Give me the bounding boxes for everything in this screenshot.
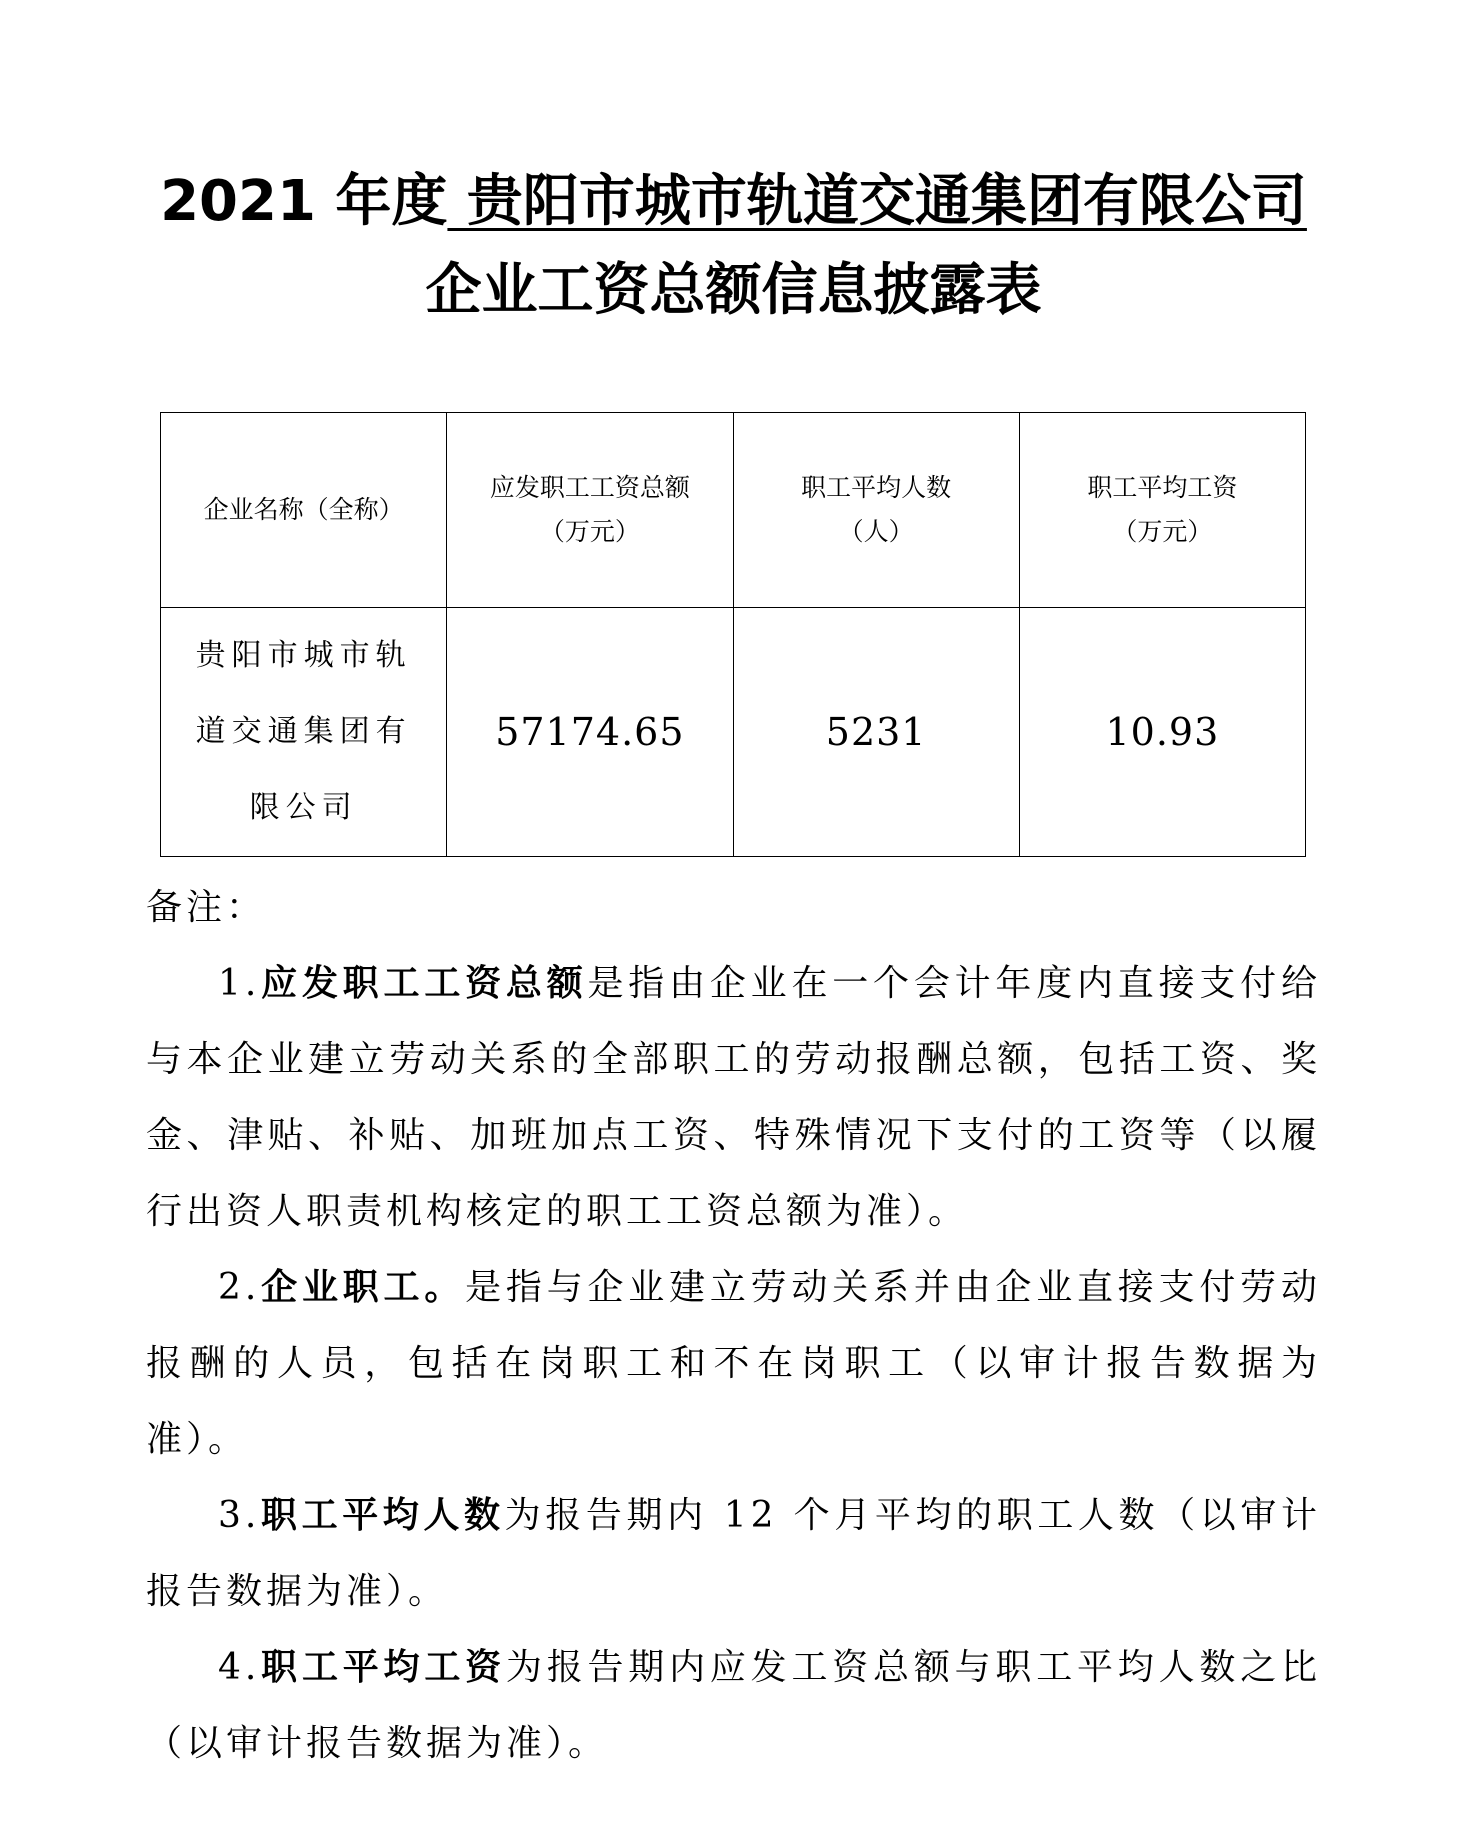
title-company-name: 贵阳市城市轨道交通集团有限公司 bbox=[447, 169, 1307, 234]
note-number: 1. bbox=[218, 963, 261, 1004]
header-avg-wage-label: 职工平均工资 bbox=[1087, 473, 1238, 502]
header-avg-wage-unit: （万元） bbox=[1112, 517, 1213, 546]
header-total-wages bbox=[447, 413, 733, 608]
header-avg-employees-unit: （人） bbox=[838, 517, 914, 546]
note-item-3 bbox=[146, 1478, 1321, 1630]
cell-avg-wage: 10.93 bbox=[1019, 608, 1305, 857]
note-text: 是指由企业在一个会计年度内直接支付给与本企业建立劳动关系的全部职工的劳动报酬总额，包括工资、奖金、津贴、补贴、加班加点工资、特殊情况下支付的工资等（以履行出资人职责机构核定的职工工资总额为准）。 bbox=[146, 963, 1321, 1232]
document-title-line2: 企业工资总额信息披露表 bbox=[425, 258, 1042, 323]
header-company-name bbox=[161, 413, 447, 608]
note-number: 4. bbox=[218, 1647, 261, 1688]
note-text: 为报告期内 12 个月平均的职工人数（以审计报告数据为准）。 bbox=[146, 1495, 1321, 1612]
note-term: 职工平均工资 bbox=[260, 1647, 506, 1688]
table-row bbox=[161, 608, 1306, 857]
note-term: 企业职工。 bbox=[260, 1267, 466, 1308]
wage-disclosure-table bbox=[160, 412, 1306, 857]
notes-section bbox=[146, 870, 1321, 1782]
cell-company-name: 贵阳市城市轨道交通集团有限公司 bbox=[161, 608, 447, 857]
note-term: 职工平均人数 bbox=[260, 1495, 505, 1536]
header-total-wages-label: 应发职工工资总额 bbox=[489, 473, 690, 502]
cell-avg-employees: 5231 bbox=[733, 608, 1019, 857]
header-avg-employees bbox=[733, 413, 1019, 608]
note-number: 3. bbox=[218, 1495, 261, 1536]
note-number: 2. bbox=[218, 1267, 261, 1308]
note-term: 应发职工工资总额 bbox=[260, 963, 588, 1004]
header-avg-wage bbox=[1019, 413, 1305, 608]
document-title-line1 bbox=[0, 166, 1467, 238]
note-item-1 bbox=[146, 946, 1321, 1250]
note-item-4 bbox=[146, 1630, 1321, 1782]
header-company-name-label: 企业名称（全称） bbox=[203, 495, 404, 524]
note-text: 为报告期内应发工资总额与职工平均人数之比（以审计报告数据为准）。 bbox=[146, 1647, 1321, 1764]
title-year: 2021 年度 bbox=[160, 169, 448, 234]
table-header-row bbox=[161, 413, 1306, 608]
notes-label: 备注： bbox=[146, 887, 267, 928]
note-text: 是指与企业建立劳动关系并由企业直接支付劳动报酬的人员，包括在岗职工和不在岗职工（以审计报告数据为准）。 bbox=[146, 1267, 1321, 1460]
header-avg-employees-label: 职工平均人数 bbox=[801, 473, 952, 502]
note-item-2 bbox=[146, 1250, 1321, 1478]
header-total-wages-unit: （万元） bbox=[539, 517, 640, 546]
cell-total-wages: 57174.65 bbox=[447, 608, 733, 857]
